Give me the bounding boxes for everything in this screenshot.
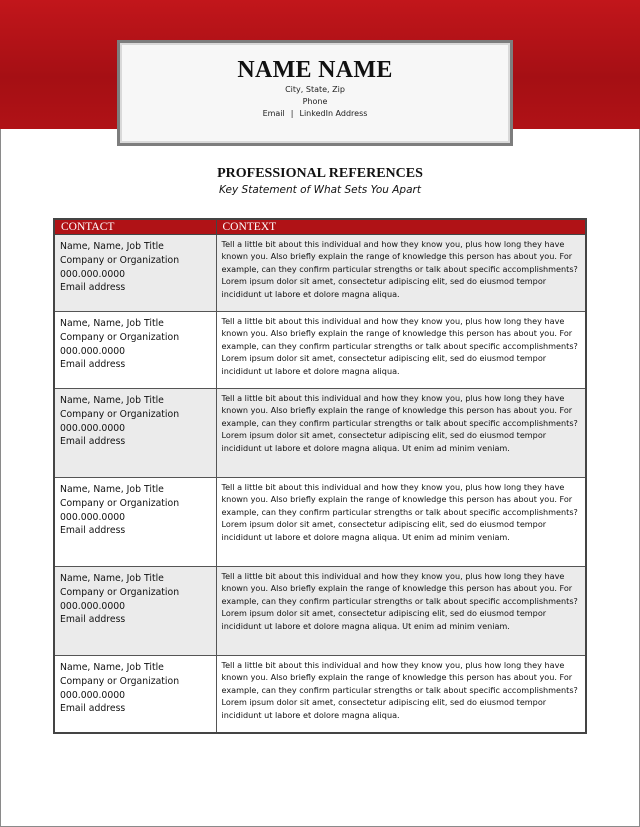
contact-email: Email address	[60, 436, 126, 448]
contact-company: Company or Organization	[60, 331, 180, 343]
contact-company: Company or Organization	[60, 586, 180, 598]
document-title: PROFESSIONAL REFERENCES	[217, 166, 423, 181]
contact-cell	[54, 312, 216, 389]
name-card	[117, 40, 513, 146]
contact-cell	[54, 235, 216, 312]
contact-email: Email address	[60, 282, 126, 294]
contact-name: Name, Name, Job Title	[60, 395, 164, 406]
key-statement: Key Statement of What Sets You Apart	[219, 184, 421, 196]
context-cell: Tell a little bit about this individual and how they know you, plus how long they have known you. Also briefly explain the range of knowledge this person has about you. For example, can they confirm particular strengths or talk about specific accomplishments? Lorem ipsum dolor sit amet, consectetur adipiscing elit, sed do eiusmod tempor incididunt ut labore et dolore magna aliqua.	[216, 235, 586, 312]
contact-email: Email address	[60, 359, 126, 371]
table-header-row	[54, 219, 586, 235]
contact-cell	[54, 656, 216, 733]
linkedin-link[interactable]: LinkedIn Address	[299, 109, 368, 118]
contact-phone: 000.000.0000	[60, 268, 126, 280]
city-state-zip: City, State, Zip	[285, 85, 345, 94]
contact-phone: 000.000.0000	[60, 689, 126, 701]
contact-name: Name, Name, Job Title	[60, 662, 164, 673]
contact-phone: 000.000.0000	[60, 600, 126, 612]
context-cell: Tell a little bit about this individual and how they know you, plus how long they have known you. Also briefly explain the range of knowledge this person has about you. For example, can they confirm particular strengths or talk about specific accomplishments? Lorem ipsum dolor sit amet, consectetur adipiscing elit, sed do eiusmod tempor incididunt ut labore et dolore magna aliqua.	[216, 656, 586, 733]
contact-company: Company or Organization	[60, 675, 180, 687]
contact-cell	[54, 567, 216, 656]
contact-company: Company or Organization	[60, 254, 180, 266]
column-header-contact: CONTACT	[54, 219, 216, 235]
contact-phone: 000.000.0000	[60, 345, 126, 357]
context-cell: Tell a little bit about this individual and how they know you, plus how long they have known you. Also briefly explain the range of knowledge this person has about you. For example, can they confirm particular strengths or talk about specific accomplishments? Lorem ipsum dolor sit amet, consectetur adipiscing elit, sed do eiusmod tempor incididunt ut labore et dolore magna aliqua.	[216, 312, 586, 389]
context-cell: Tell a little bit about this individual and how they know you, plus how long they have known you. Also briefly explain the range of knowledge this person has about you. For example, can they confirm particular strengths or talk about specific accomplishments? Lorem ipsum dolor sit amet, consectetur adipiscing elit, sed do eiusmod tempor incididunt ut labore et dolore magna aliqua. Ut enim ad minim veniam.	[216, 567, 586, 656]
contact-line	[120, 108, 510, 120]
contact-email: Email address	[60, 703, 126, 715]
phone: Phone	[302, 97, 328, 106]
contact-name: Name, Name, Job Title	[60, 484, 164, 495]
contact-company: Company or Organization	[60, 497, 180, 509]
context-cell: Tell a little bit about this individual and how they know you, plus how long they have known you. Also briefly explain the range of knowledge this person has about you. For example, can they confirm particular strengths or talk about specific accomplishments? Lorem ipsum dolor sit amet, consectetur adipiscing elit, sed do eiusmod tempor incididunt ut labore et dolore magna aliqua. Ut enim ad minim veniam.	[216, 389, 586, 478]
contact-phone: 000.000.0000	[60, 511, 126, 523]
contact-email: Email address	[60, 614, 126, 626]
contact-cell	[54, 389, 216, 478]
table-row	[54, 567, 586, 656]
contact-phone: 000.000.0000	[60, 422, 126, 434]
contact-name: Name, Name, Job Title	[60, 241, 164, 252]
contact-cell	[54, 478, 216, 567]
references-table	[53, 218, 587, 734]
table-row	[54, 312, 586, 389]
email-link[interactable]: Email	[262, 109, 285, 118]
contact-name: Name, Name, Job Title	[60, 573, 164, 584]
table-row	[54, 389, 586, 478]
table-row	[54, 235, 586, 312]
column-header-context: CONTEXT	[216, 219, 586, 235]
context-cell: Tell a little bit about this individual and how they know you, plus how long they have known you. Also briefly explain the range of knowledge this person has about you. For example, can they confirm particular strengths or talk about specific accomplishments? Lorem ipsum dolor sit amet, consectetur adipiscing elit, sed do eiusmod tempor incididunt ut labore et dolore magna aliqua. Ut enim ad minim veniam.	[216, 478, 586, 567]
contact-name: Name, Name, Job Title	[60, 318, 164, 329]
person-name: NAME NAME	[237, 57, 393, 83]
separator: |	[290, 109, 294, 118]
contact-email: Email address	[60, 525, 126, 537]
table-row	[54, 656, 586, 733]
table-row	[54, 478, 586, 567]
contact-company: Company or Organization	[60, 408, 180, 420]
